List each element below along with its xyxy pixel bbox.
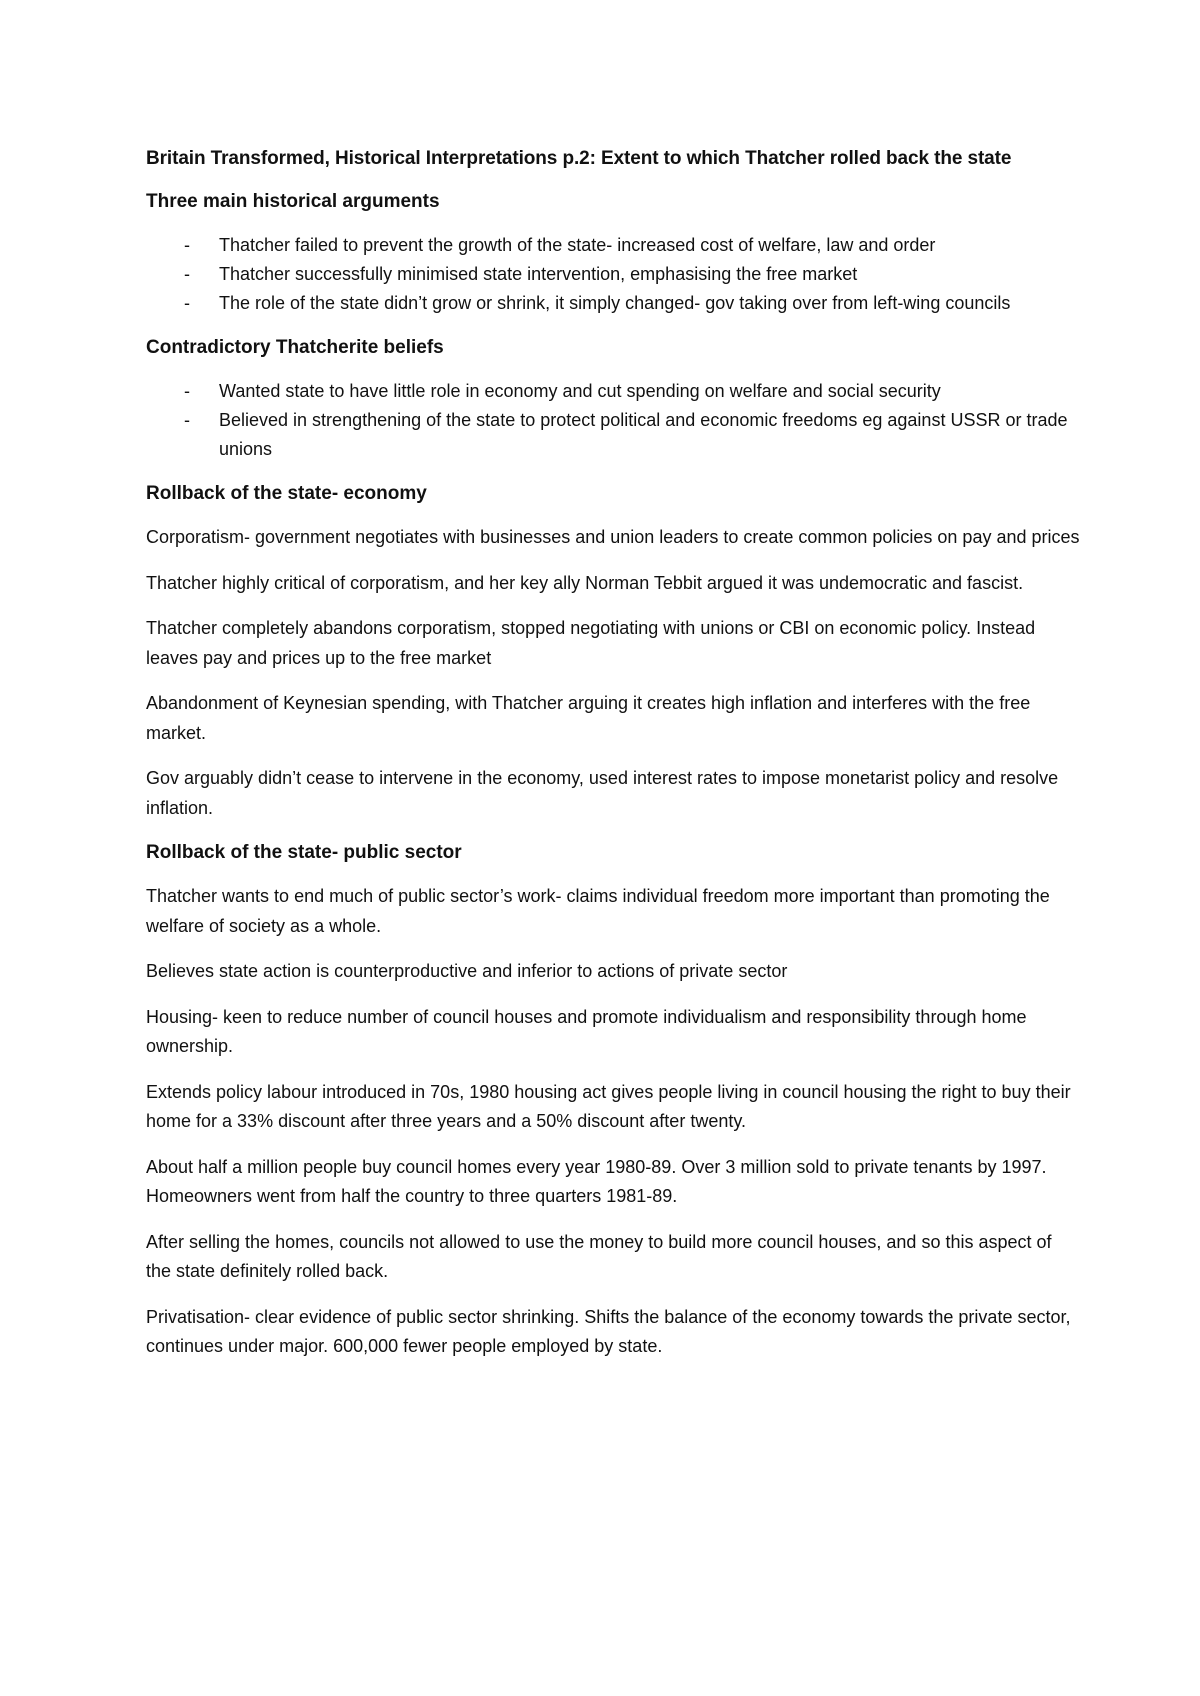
bullet-dash: - [184,235,190,255]
paragraph: Thatcher wants to end much of public sector’s work- claims individual freedom more important than promoting the welfare of society as a whole. [146,886,1050,936]
list-item [146,260,1080,289]
section-heading-thatcherite-beliefs: Contradictory Thatcherite beliefs [146,337,444,358]
paragraph: Corporatism- government negotiates with businesses and union leaders to create common policies on pay and prices [146,527,1080,547]
section-heading-historical-arguments: Three main historical arguments [146,191,440,212]
paragraph: Thatcher completely abandons corporatism, stopped negotiating with unions or CBI on economic policy. Instead leaves pay and prices up to the free market [146,618,1036,668]
paragraph: Housing- keen to reduce number of council houses and promote individualism and responsibility through home ownership. [146,1006,1027,1056]
list-item [146,289,1080,318]
bullet-dash: - [184,293,190,313]
list-item [146,231,1080,260]
section-heading-public-sector: Rollback of the state- public sector [146,842,462,863]
list-item-text: Thatcher failed to prevent the growth of the state- increased cost of welfare, law and order [219,235,936,255]
document-title: Britain Transformed, Historical Interpretations p.2: Extent to which Thatcher rolled back the state [146,148,1012,169]
paragraph: About half a million people buy council homes every year 1980-89. Over 3 million sold to private tenants by 1997. Homeowners went from half the country to three quarters 1981-89. [146,1156,1047,1206]
list-item-text: Wanted state to have little role in economy and cut spending on welfare and social security [219,381,941,401]
bullet-list-historical-arguments [146,231,1080,318]
list-item [146,377,1080,406]
paragraph: Believes state action is counterproductive and inferior to actions of private sector [146,961,788,981]
paragraph: Thatcher highly critical of corporatism, and her key ally Norman Tebbit argued it was undemocratic and fascist. [146,572,1024,593]
paragraph: Privatisation- clear evidence of public sector shrinking. Shifts the balance of the economy towards the private sector, continues under major. 600,000 fewer people employed by state. [146,1306,1071,1356]
bullet-dash: - [184,264,190,284]
list-item-text: Believed in strengthening of the state to protect political and economic freedoms eg against USSR or trade unions [219,410,1068,459]
paragraph: After selling the homes, councils not allowed to use the money to build more council houses, and so this aspect of the state definitely rolled back. [146,1231,1052,1281]
bullet-list-thatcherite-beliefs [146,377,1080,464]
section-heading-economy: Rollback of the state- economy [146,483,427,504]
bullet-dash: - [184,381,190,401]
list-item-text: Thatcher successfully minimised state intervention, emphasising the free market [219,264,858,284]
bullet-dash: - [184,410,190,430]
paragraph: Extends policy labour introduced in 70s, 1980 housing act gives people living in council housing the right to buy their home for a 33% discount after three years and a 50% discount after twenty. [146,1081,1071,1131]
list-item-text: The role of the state didn’t grow or shrink, it simply changed- gov taking over from left-wing councils [219,293,1011,313]
paragraph: Abandonment of Keynesian spending, with Thatcher arguing it creates high inflation and interferes with the free market. [146,693,1031,743]
list-item [146,406,1080,464]
paragraph: Gov arguably didn’t cease to intervene in the economy, used interest rates to impose monetarist policy and resolve inflation. [146,768,1059,818]
